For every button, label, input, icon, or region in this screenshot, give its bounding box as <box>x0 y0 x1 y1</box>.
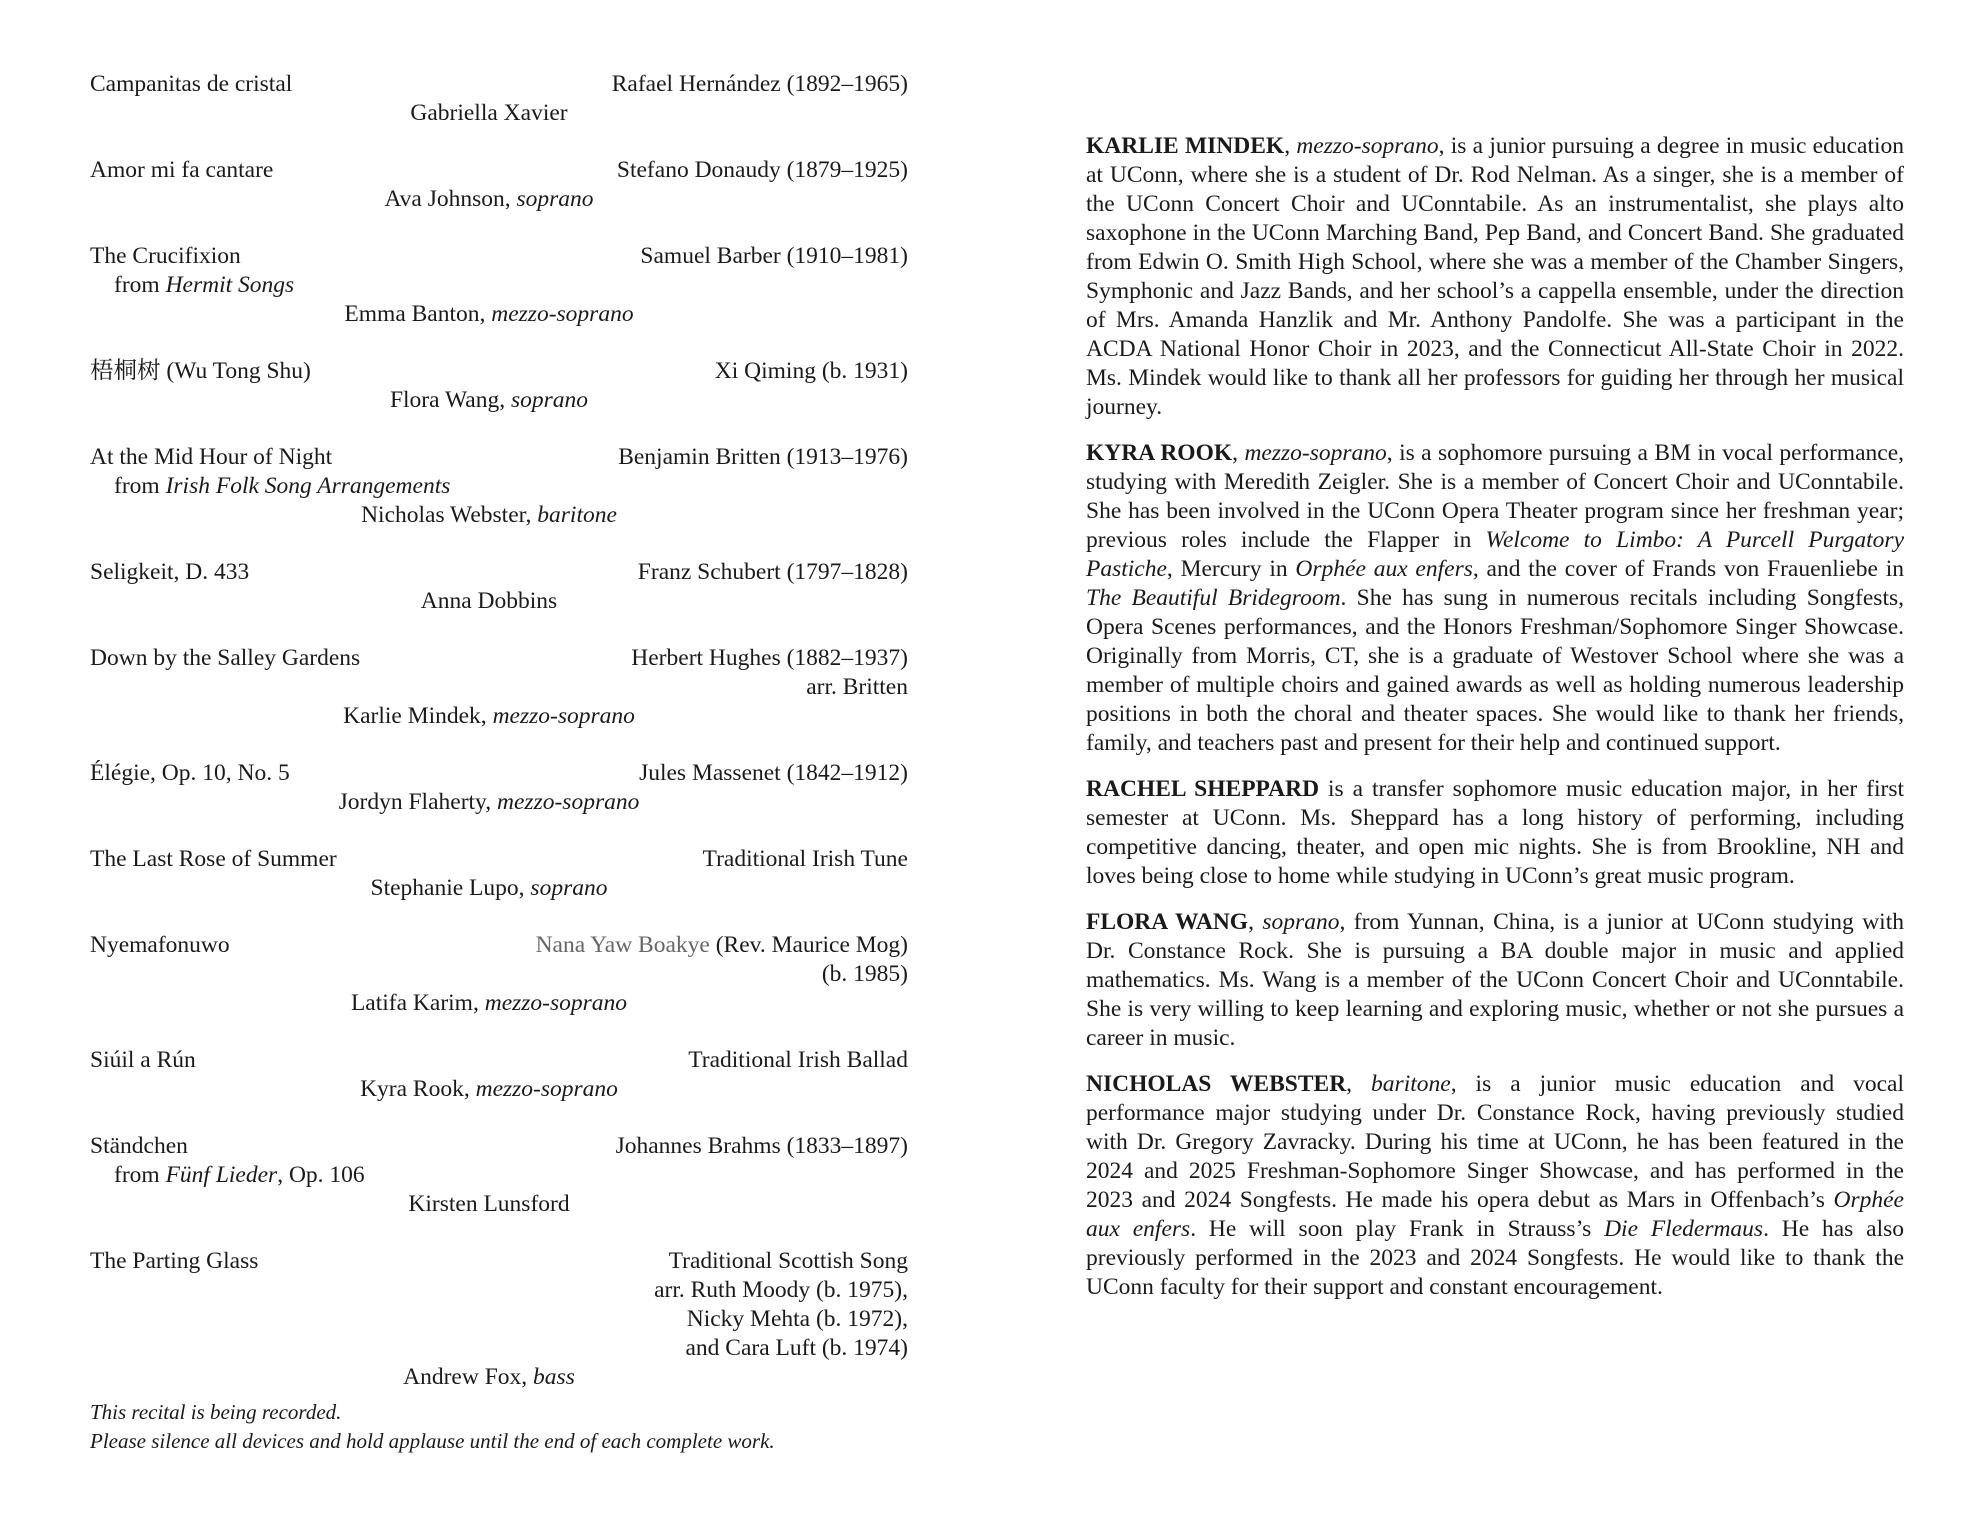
composer <box>638 558 908 587</box>
performer-name: Flora Wang, <box>389 387 511 413</box>
program-item <box>90 845 908 903</box>
voice-type: mezzo-soprano <box>484 990 628 1016</box>
bio-name: NICHOLAS WEBSTER <box>1086 1071 1347 1097</box>
performer-name: Latifa Karim, <box>350 990 485 1016</box>
piece-title: Down by the Salley Gardens <box>90 645 361 671</box>
composer <box>640 242 908 271</box>
voice-type: soprano <box>530 875 608 901</box>
bio-karlie-mindek: KARLIE MINDEK, mezzo-soprano, is a junior pursuing a degree in music education at UConn, where she is a student of Dr. Rod Nelman. As a singer, she is a member of the UConn Concert Choir and UConntabile. As an instrumentalist, she plays alto saxophone in the UConn Marching Band, Pep Band, and Concert Band. She graduated from Edwin O. Smith High School, where she was a member of the Chamber Singers, Symphonic and Jazz Bands, and her school’s a cappella ensemble, under the direction of Mrs. Amanda Hanzlik and Mr. Anthony Pandolfe. She was a participant in the ACDA National Honor Choir in 2023, and the Connecticut All-State Choir in 2022. Ms. Mindek would like to thank all her professors for guiding her through her musical journey. <box>1086 133 1904 420</box>
composer <box>536 931 908 960</box>
composer-extra: Nicky Mehta (b. 1972), <box>686 1306 908 1332</box>
program-item <box>90 156 908 214</box>
program-row <box>90 242 908 271</box>
source-work: Irish Folk Song Arrangements <box>165 473 451 499</box>
composer-extra: arr. Ruth Moody (b. 1975), <box>654 1277 908 1303</box>
composer <box>688 1046 908 1075</box>
program-row <box>90 156 908 185</box>
notice-line-recorded: This recital is being recorded. <box>90 1400 342 1424</box>
piece-title: Amor mi fa cantare <box>90 157 274 183</box>
composer-name: Traditional Irish Ballad <box>688 1047 908 1073</box>
performer <box>90 788 908 817</box>
composer <box>616 1132 908 1161</box>
program-item <box>90 1132 908 1219</box>
performer-name: Anna Dobbins <box>420 588 558 614</box>
composer-name: Herbert Hughes (1882–1937) <box>631 645 908 671</box>
voice-type: soprano <box>516 186 594 212</box>
piece-title: Campanitas de cristal <box>90 71 293 97</box>
program-list <box>90 70 908 1392</box>
bio-flora-wang: FLORA WANG, soprano, from Yunnan, China, is a junior at UConn studying with Dr. Constance Rock. She is pursuing a BA double major in music and applied mathematics. Ms. Wang is a member of the UConn Concert Choir and UConntabile. She is very willing to keep learning and exploring music, whether or not she pursues a career in music. <box>1086 909 1904 1051</box>
program-row <box>90 1046 908 1075</box>
performer <box>90 989 908 1018</box>
program-item <box>90 1046 908 1104</box>
program-item <box>90 644 908 731</box>
voice-type: soprano <box>511 387 589 413</box>
performer-name: Kirsten Lunsford <box>408 1191 570 1217</box>
performer <box>90 300 908 329</box>
program-item <box>90 558 908 616</box>
piece-title: The Parting Glass <box>90 1248 259 1274</box>
voice-type: baritone <box>537 502 617 528</box>
performer-name: Nicholas Webster, <box>361 502 538 528</box>
piece-title: Siúil a Rún <box>90 1047 196 1073</box>
program-item <box>90 443 908 530</box>
performer <box>90 1363 908 1392</box>
program-item <box>90 1247 908 1392</box>
composer-name: Franz Schubert (1797–1828) <box>637 559 908 585</box>
composer-name: Traditional Scottish Song <box>668 1248 908 1274</box>
performer <box>90 386 908 415</box>
bio-nicholas-webster: NICHOLAS WEBSTER, baritone, is a junior music education and vocal performance major studying under Dr. Constance Rock, having previously studied with Dr. Gregory Zavracky. During his time at UConn, he has been featured in the 2024 and 2025 Freshman-Sophomore Singer Showcase, and has performed in the 2023 and 2024 Songfests. He made his opera debut as Mars in Offenbach’s Orphée aux enfers. He will soon play Frank in Strauss’s Die Fledermaus. He has also previously performed in the 2023 and 2024 Songfests. He would like to thank the UConn faculty for their support and constant encouragement. <box>1086 1071 1905 1300</box>
program-row <box>90 644 908 673</box>
performer-name: Andrew Fox, <box>403 1364 534 1390</box>
composer-primary: Nana Yaw Boakye <box>535 932 710 958</box>
program-item <box>90 242 908 329</box>
program-item <box>90 70 908 128</box>
performer <box>90 874 908 903</box>
composer <box>612 70 908 99</box>
bio-name: FLORA WANG <box>1086 909 1249 935</box>
performer <box>90 1075 908 1104</box>
program-row <box>90 357 908 386</box>
source-work: Fünf Lieder <box>165 1162 278 1188</box>
composer-name: Johannes Brahms (1833–1897) <box>615 1133 908 1159</box>
performer <box>90 501 908 530</box>
composer <box>618 443 908 472</box>
composer-name: Traditional Irish Tune <box>702 846 908 872</box>
piece-source: from Irish Folk Song Arrangements <box>114 473 451 499</box>
recital-notice <box>90 1398 908 1456</box>
performer <box>90 185 908 214</box>
performer <box>90 1190 908 1219</box>
piece-title: Ständchen <box>90 1133 188 1159</box>
composer-extra: and Cara Luft (b. 1974) <box>685 1335 908 1361</box>
program-item <box>90 931 908 1018</box>
program-row <box>90 443 908 472</box>
voice-type: mezzo-soprano <box>491 301 634 327</box>
performer <box>90 99 908 128</box>
bio-kyra-rook: KYRA ROOK, mezzo-soprano, is a sophomore pursuing a BM in vocal performance, studying with Meredith Zeigler. She is a member of Concert Choir and UConntabile. She has been involved in the UConn Opera Theater program since her freshman year; previous roles include the Flapper in Welcome to Limbo: A Purcell Purgatory Pastiche, Mercury in Orphée aux enfers, and the cover of Frands von Frauenliebe in The Beautiful Bridegroom. She has sung in numerous recitals including Songfests, Opera Scenes performances, and the Honors Freshman/Sophomore Singer Showcase. Originally from Morris, CT, she is a graduate of Westover School where she was a member of multiple choirs and gained awards as well as holding numerous leadership positions in both the choral and theater spaces. She would like to thank her friends, family, and teachers past and present for their help and continued support. <box>1086 440 1905 756</box>
composer <box>617 156 908 185</box>
bios-page <box>1086 132 1904 1319</box>
program-item <box>90 759 908 817</box>
program-page <box>90 70 908 1456</box>
program-row <box>90 70 908 99</box>
bio-rachel-sheppard: RACHEL SHEPPARD is a transfer sophomore music education major, in her first semester at UConn. Ms. Sheppard has a long history of performing, including competitive dancing, theater, and open mic nights. She is from Brookline, NH and loves being close to home while studying in UConn’s great music program. <box>1086 776 1904 889</box>
bio-name: KYRA ROOK <box>1086 440 1233 466</box>
piece-title: At the Mid Hour of Night <box>90 444 333 470</box>
performer-name: Ava Johnson, <box>384 186 517 212</box>
piece-title: 梧桐树 (Wu Tong Shu) <box>90 358 311 384</box>
performer-name: Emma Banton, <box>344 301 492 327</box>
composer-name: (Rev. Maurice Mog) <box>709 932 908 958</box>
voice-type: mezzo-soprano <box>475 1076 618 1102</box>
composer <box>631 644 908 673</box>
composer-extra: arr. Britten <box>806 674 908 700</box>
performer <box>90 702 908 731</box>
bio-name: RACHEL SHEPPARD <box>1086 776 1320 802</box>
program-row <box>90 931 908 960</box>
composer <box>715 357 908 386</box>
composer-name: Benjamin Britten (1913–1976) <box>618 444 908 470</box>
piece-title: The Crucifixion <box>90 243 241 269</box>
performer-name: Kyra Rook, <box>360 1076 476 1102</box>
piece-source: from Hermit Songs <box>114 272 295 298</box>
voice-type: mezzo-soprano <box>492 703 635 729</box>
composer-name: Xi Qiming (b. 1931) <box>714 358 908 384</box>
performer-name: Karlie Mindek, <box>343 703 493 729</box>
composer-name: Samuel Barber (1910–1981) <box>640 243 908 269</box>
bio-name: KARLIE MINDEK <box>1086 133 1285 159</box>
program-row <box>90 1132 908 1161</box>
piece-title: Seligkeit, D. 433 <box>90 559 250 585</box>
program-row <box>90 1247 908 1276</box>
performer-name: Gabriella Xavier <box>410 100 568 126</box>
composer <box>703 845 908 874</box>
piece-source: from Fünf Lieder, Op. 106 <box>114 1162 365 1188</box>
composer-extra: (b. 1985) <box>821 961 908 987</box>
composer-name: Stefano Donaudy (1879–1925) <box>616 157 908 183</box>
composer <box>669 1247 908 1276</box>
program-item <box>90 357 908 415</box>
composer-name: Rafael Hernández (1892–1965) <box>611 71 908 97</box>
voice-type: mezzo-soprano <box>497 789 640 815</box>
source-work: Hermit Songs <box>165 272 295 298</box>
composer-name: Jules Massenet (1842–1912) <box>639 760 908 786</box>
program-row <box>90 558 908 587</box>
performer-name: Stephanie Lupo, <box>370 875 531 901</box>
performer <box>90 587 908 616</box>
program-row <box>90 845 908 874</box>
piece-title: The Last Rose of Summer <box>90 846 337 872</box>
performer-name: Jordyn Flaherty, <box>338 789 498 815</box>
piece-title: Nyemafonuwo <box>90 932 230 958</box>
voice-type: bass <box>533 1364 575 1390</box>
piece-title: Élégie, Op. 10, No. 5 <box>90 760 290 786</box>
composer <box>639 759 908 788</box>
program-row <box>90 759 908 788</box>
notice-line-silence: Please silence all devices and hold applause until the end of each complete work. <box>90 1429 775 1453</box>
